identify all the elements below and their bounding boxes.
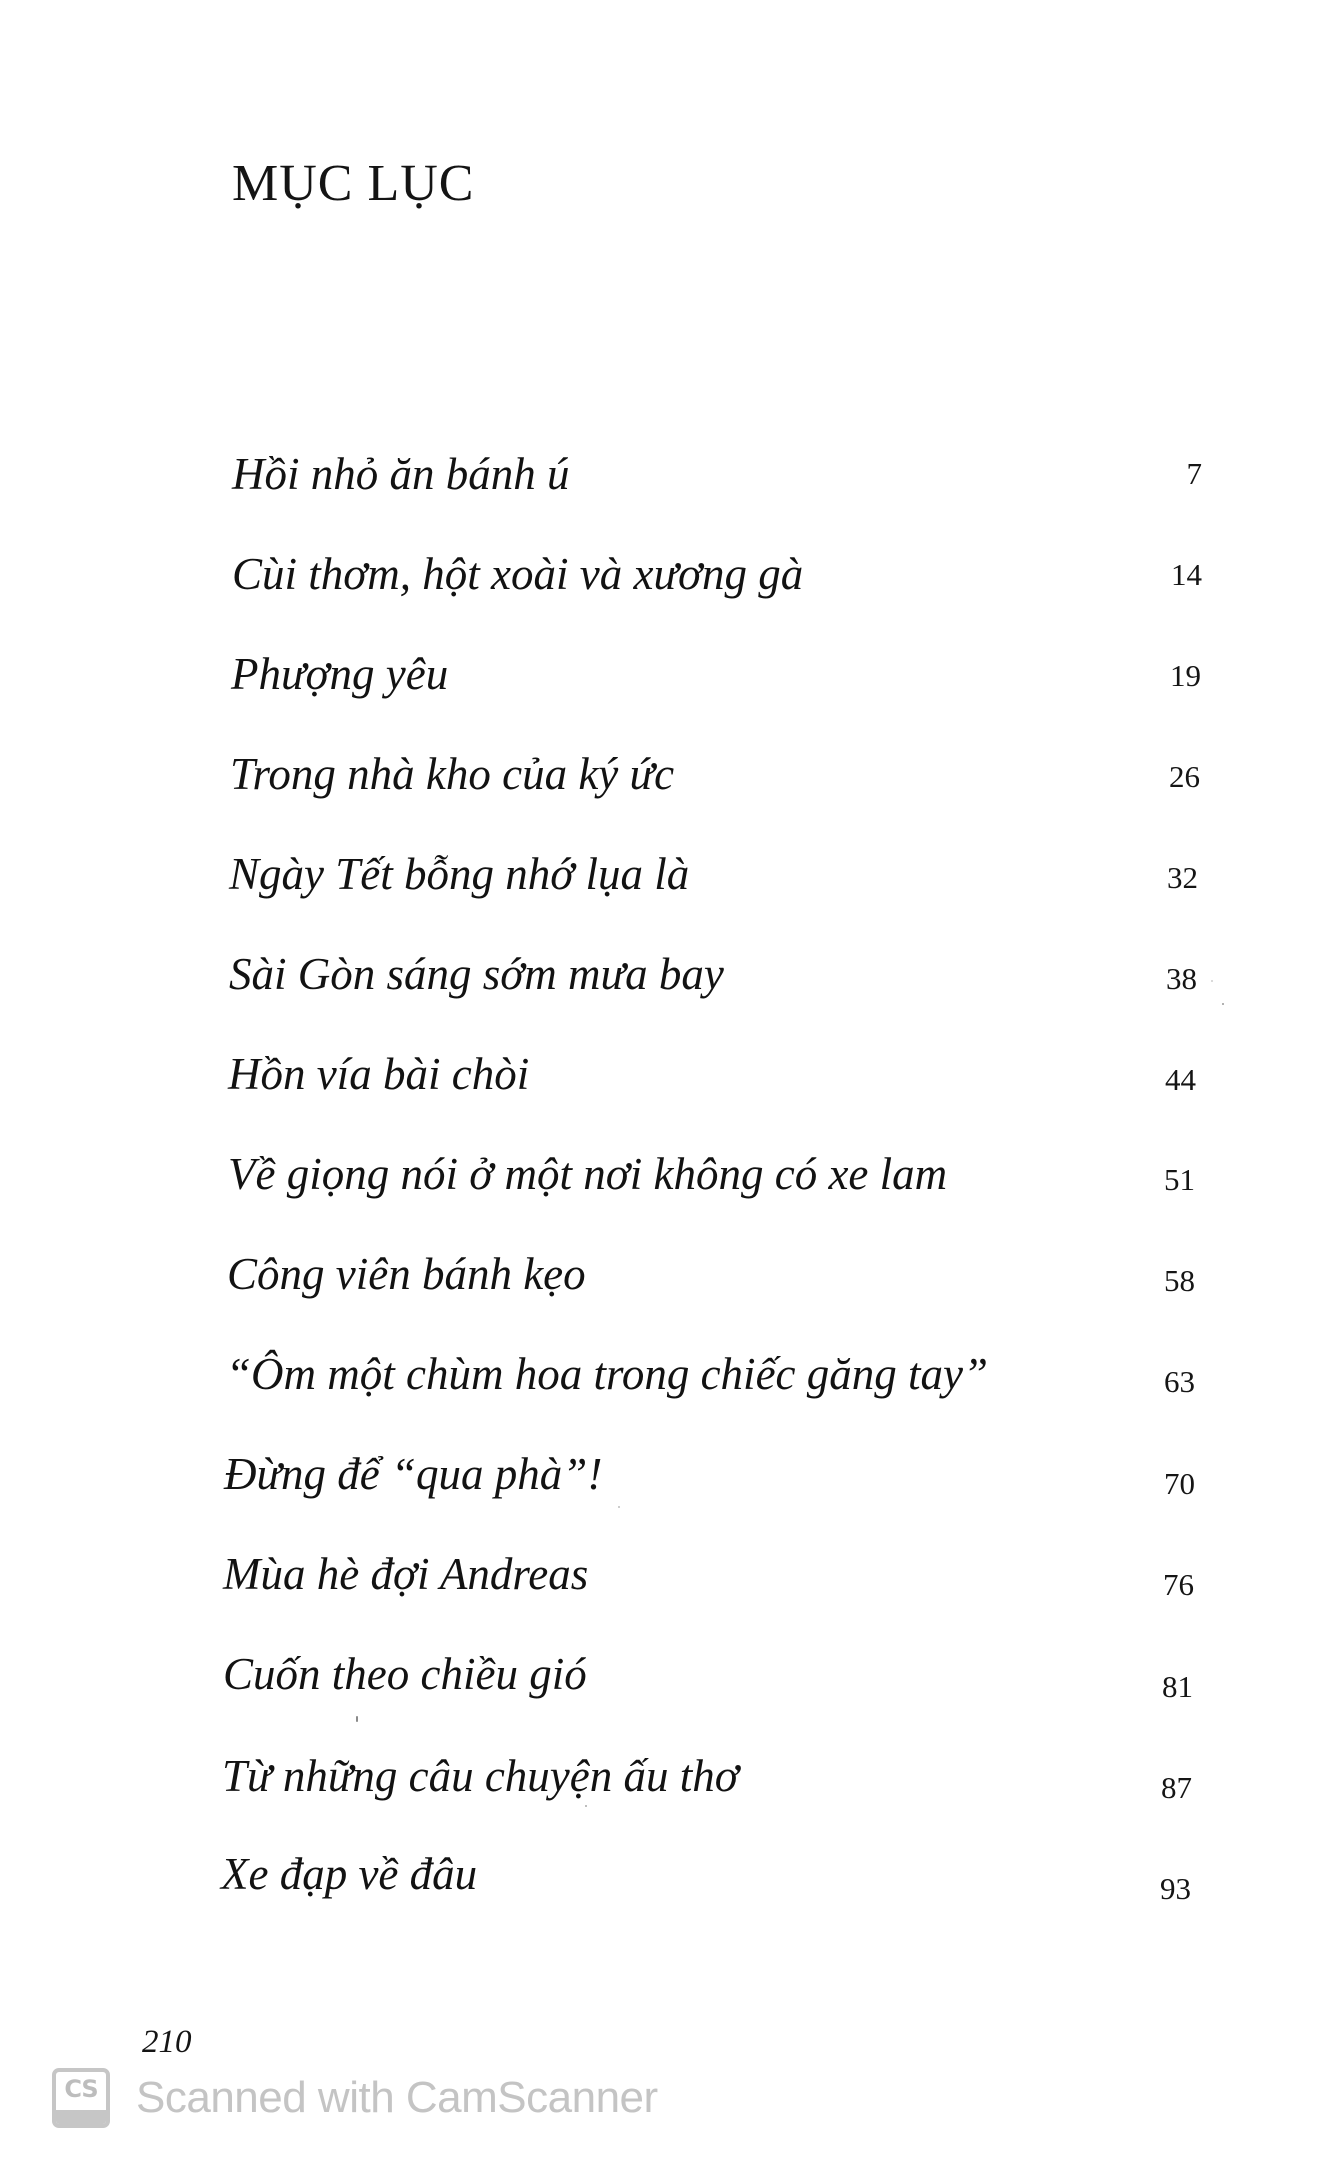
toc-page-number: 58 <box>1164 1263 1195 1298</box>
scan-speck <box>1222 1003 1224 1005</box>
scan-speck <box>1211 980 1213 982</box>
toc-page-number: 87 <box>1161 1770 1192 1805</box>
toc-entry-title: Sài Gòn sáng sớm mưa bay <box>229 949 724 999</box>
toc-page-number: 81 <box>1162 1669 1193 1704</box>
scan-speck <box>356 1716 358 1722</box>
toc-entry-title: Cuốn theo chiều gió <box>223 1649 587 1699</box>
camscanner-logo-icon <box>52 2068 110 2128</box>
toc-page-number: 63 <box>1164 1364 1195 1399</box>
toc-page-number: 38 <box>1166 961 1197 996</box>
toc-page-number: 44 <box>1165 1062 1196 1097</box>
toc-entry-title: Xe đạp về đâu <box>221 1849 478 1899</box>
toc-page-number: 76 <box>1163 1567 1194 1602</box>
page-title: MỤC LỤC <box>232 155 475 212</box>
toc-entry-title: Ngày Tết bỗng nhớ lụa là <box>229 849 690 899</box>
toc-page-number: 14 <box>1171 557 1202 592</box>
page-number: 210 <box>142 2024 192 2060</box>
toc-page-number: 26 <box>1169 759 1200 794</box>
toc-entry-title: Trong nhà kho của ký ức <box>230 749 675 799</box>
toc-entry-title: Về giọng nói ở một nơi không có xe lam <box>228 1149 948 1199</box>
toc-entry-title: Mùa hè đợi Andreas <box>223 1549 589 1599</box>
toc-entry-title: “Ôm một chùm hoa trong chiếc găng tay” <box>226 1349 989 1399</box>
toc-page-number: 70 <box>1164 1466 1195 1501</box>
toc-entry-title: Phượng yêu <box>231 649 449 699</box>
watermark-text: Scanned with CamScanner <box>136 2073 658 2122</box>
camscanner-logo-bar <box>56 2110 106 2124</box>
camscanner-logo-letters: CS <box>64 2075 98 2103</box>
toc-entry-title: Cùi thơm, hột xoài và xương gà <box>232 549 804 599</box>
toc-page-number: 32 <box>1167 860 1198 895</box>
toc-page-number: 7 <box>1186 456 1202 491</box>
toc-page-number: 19 <box>1170 658 1201 693</box>
toc-entry-title: Hồn vía bài chòi <box>228 1049 530 1099</box>
toc-page-number: 51 <box>1164 1162 1195 1197</box>
toc-entry-title: Công viên bánh kẹo <box>227 1249 586 1299</box>
camscanner-watermark <box>52 2066 658 2130</box>
toc-entry-title: Từ những câu chuyện ấu thơ <box>222 1751 739 1801</box>
scan-speck <box>585 1805 587 1807</box>
scan-speck <box>618 1506 620 1508</box>
toc-entry-title: Đừng để “qua phà”! <box>224 1449 603 1499</box>
toc-page-number: 93 <box>1160 1871 1191 1906</box>
toc-entry-title: Hồi nhỏ ăn bánh ú <box>232 449 570 499</box>
